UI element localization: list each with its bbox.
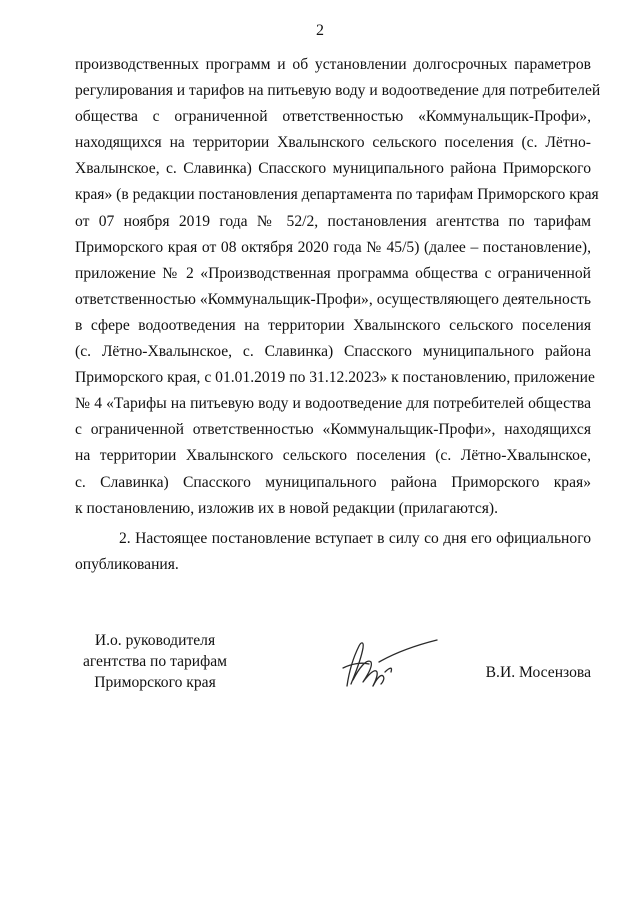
signatory-title [75,630,235,693]
page-number: 2 [316,22,324,39]
text-line: (с. Лётно-Хвалынское, с. Славинка) Спасского муниципального района [75,343,591,361]
signatory-name: В.И. Мосензова [485,664,591,681]
text-line: производственных программ и об установлении долгосрочных параметров [75,56,591,73]
text-line: в сфере водоотведения на территории Хвалынского сельского поселения [75,316,591,334]
text-line: с. Славинка) Спасского муниципального района Приморского края» [75,473,591,491]
text-line: от 07 ноября 2019 года № 52/2, постановления агентства по тарифам [75,212,591,230]
text-line: № 4 «Тарифы на питьевую воду и водоотведение для потребителей общества [75,395,591,413]
signature-block [75,620,591,710]
text-line: края» (в редакции постановления департамента по тарифам Приморского края [75,186,599,204]
text-line: с ограниченной ответственностью «Коммунальщик-Профи», находящихся [75,421,591,439]
text-line: 2. Настоящее постановление вступает в силу со дня его официального [119,529,591,547]
text-line: опубликования. [75,555,179,573]
text-line: ответственностью «Коммунальщик-Профи», осуществляющего деятельность [75,290,591,308]
signatory-title-line: Приморского края [94,674,216,691]
text-line: находящихся на территории Хвалынского сельского поселения (с. Лётно- [75,134,591,152]
text-line: регулирования и тарифов на питьевую воду и водоотведение для потребителей [75,82,601,100]
paragraph-1 [75,52,601,522]
text-line: к постановлению, изложив их в новой редакции (прилагаются). [75,499,499,517]
text-line: Хвалынское, с. Славинка) Спасского муниципального района Приморского [75,160,591,178]
text-line: Приморского края, с 01.01.2019 по 31.12.2023» к постановлению, приложение [75,369,595,387]
handwritten-signature [333,628,443,698]
signatory-title-line: И.о. руководителя [94,632,216,649]
text-line: общества с ограниченной ответственностью «Коммунальщик-Профи», [75,108,591,126]
text-line: на территории Хвалынского сельского поселения (с. Лётно-Хвалынское, [75,447,591,465]
document-body [75,52,601,578]
text-line: Приморского края от 08 октября 2020 года № 45/5) (далее – постановление), [75,238,591,256]
text-line: приложение № 2 «Производственная программа общества с ограниченной [75,264,591,282]
signatory-title-line: агентства по тарифам [82,653,228,670]
paragraph-2 [75,526,591,578]
